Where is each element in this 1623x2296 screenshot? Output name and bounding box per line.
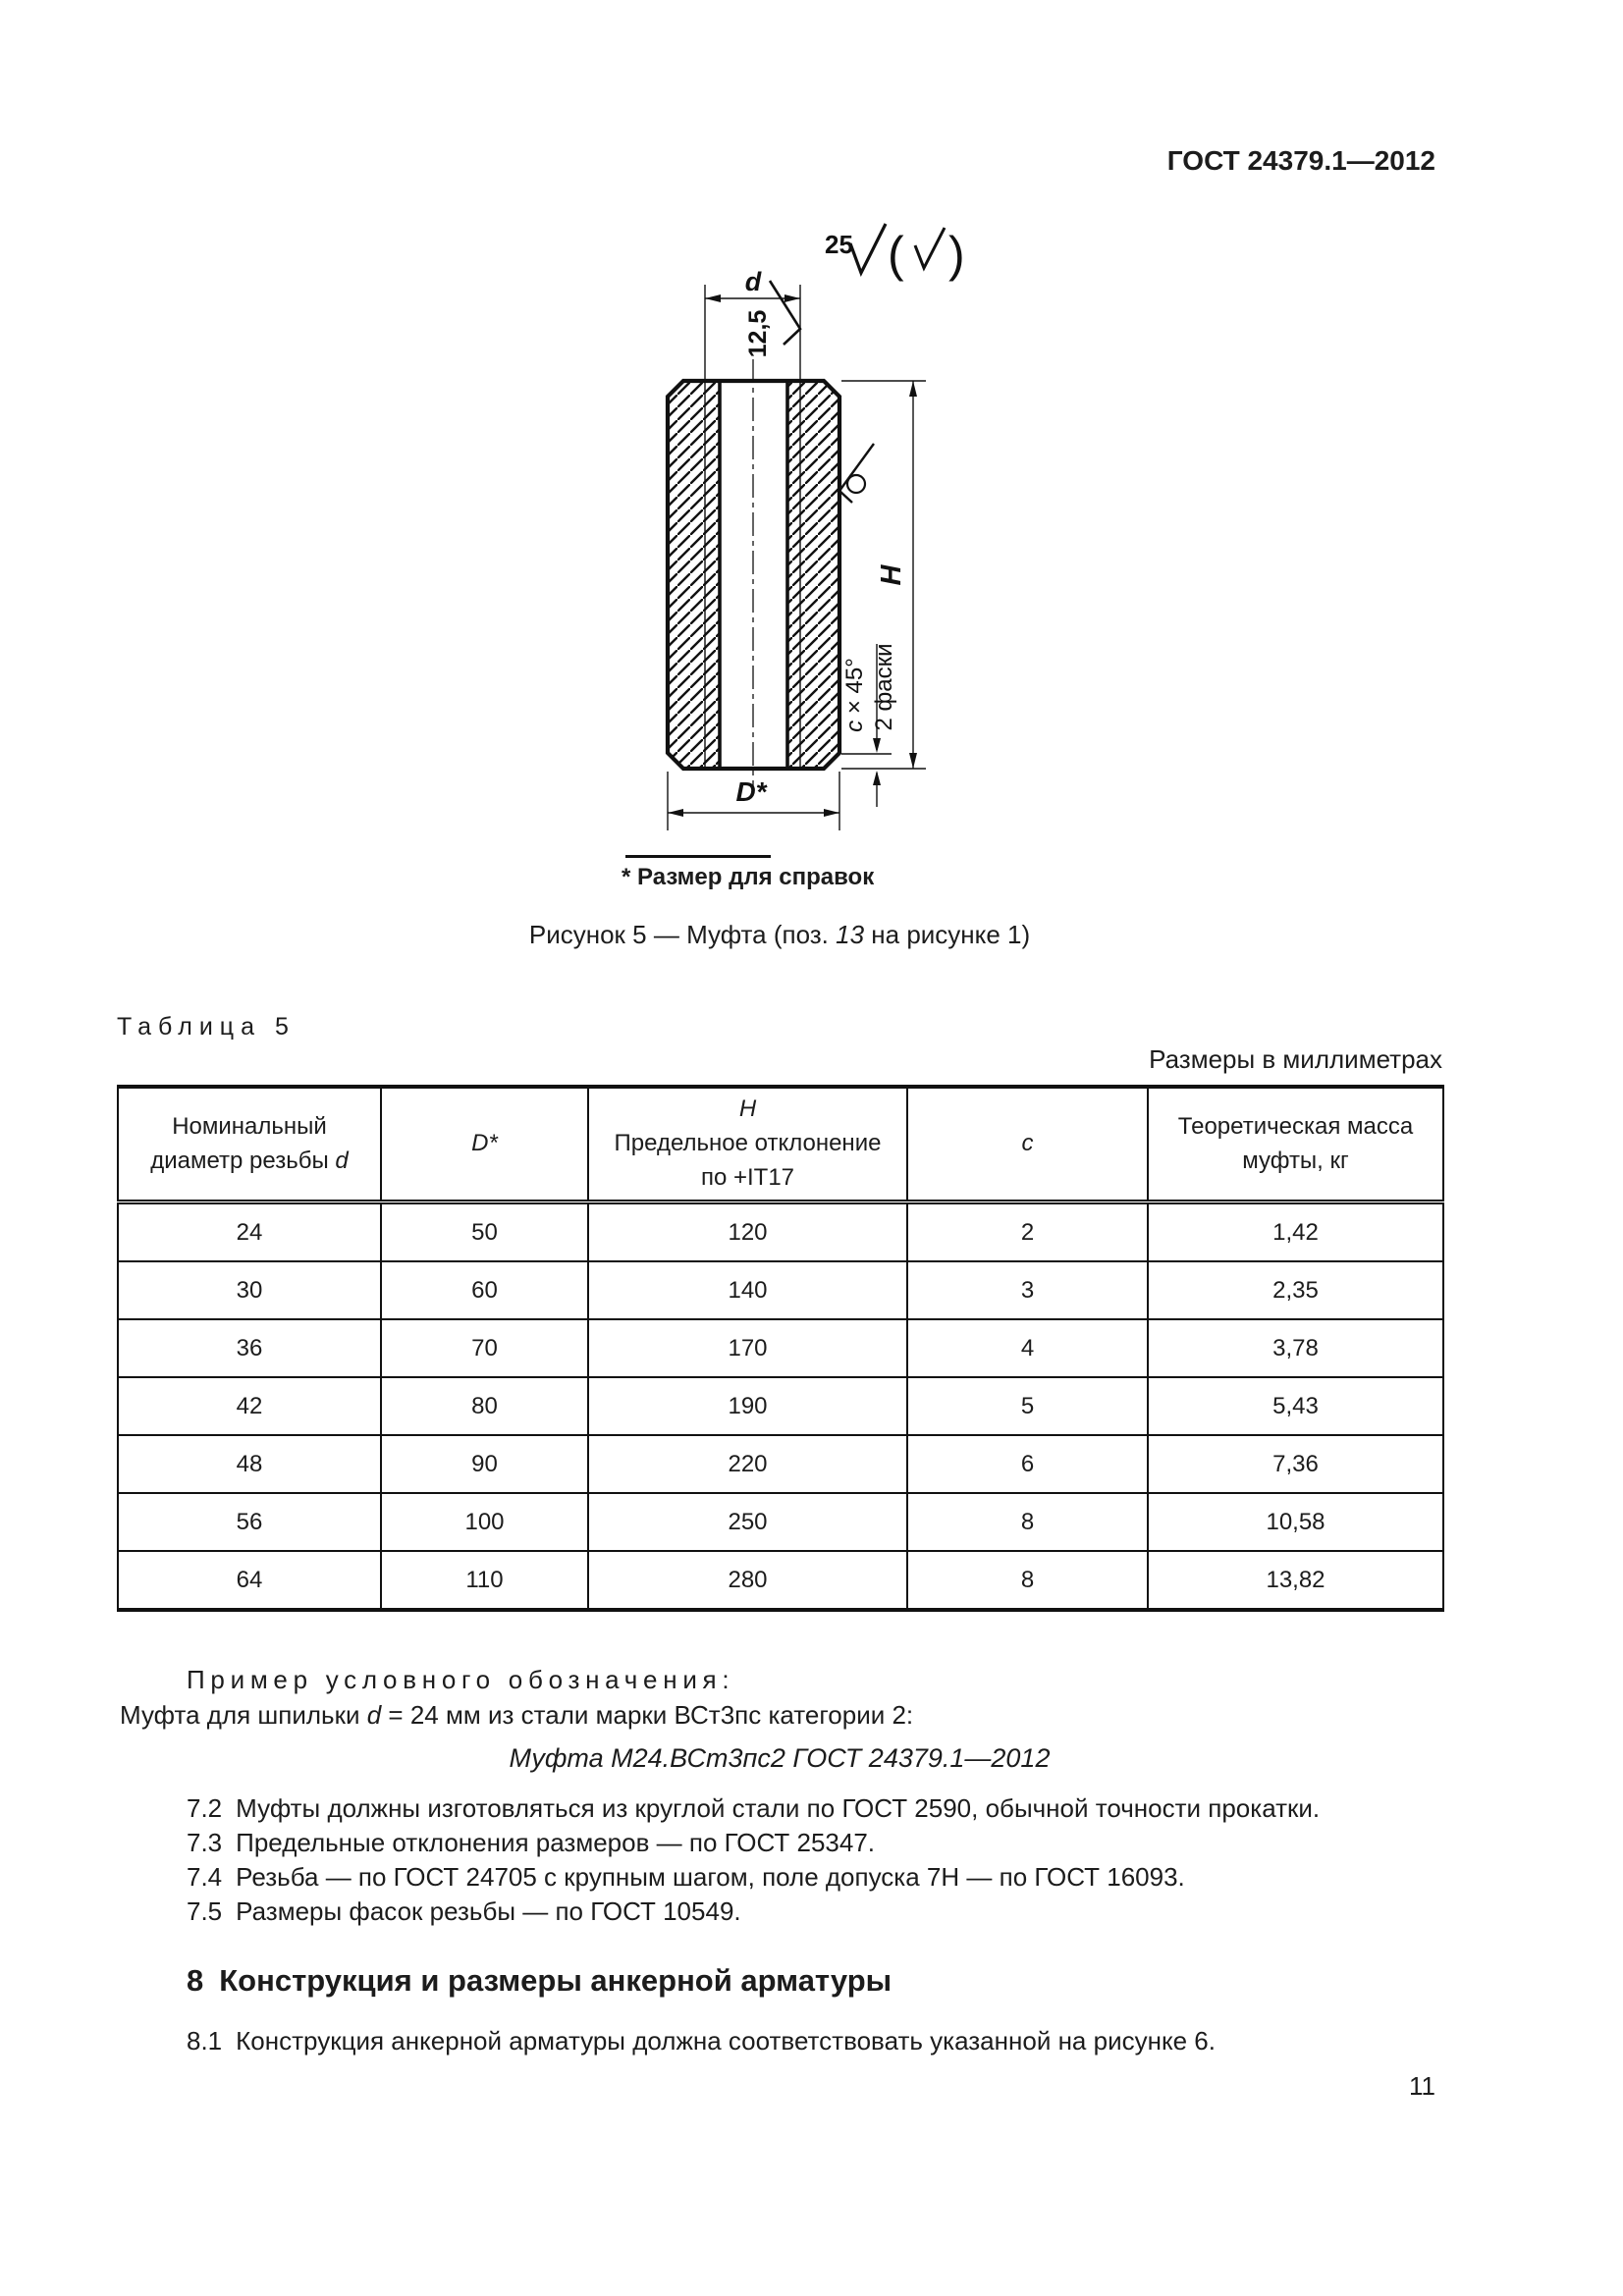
table-cell: 5,43 [1148,1377,1443,1435]
open-paren: ( [888,227,904,282]
table-row [118,1202,1443,1262]
left-wall-hatching [668,381,720,769]
table-cell: 60 [381,1261,588,1319]
coupling-drawing [550,216,982,844]
thread-roughness-value: 12,5 [744,309,772,358]
dimensions-table [117,1085,1444,1612]
col1-line2: диаметр резьбы [150,1147,336,1174]
table-cell: 110 [381,1551,588,1610]
table-cell: 10,58 [1148,1493,1443,1551]
table-cell: 190 [588,1377,907,1435]
clause-text: Предельные отклонения размеров — по ГОСТ 25347. [236,1828,876,1857]
section-number: 8 [187,1963,204,1998]
dimension-D [668,772,839,830]
dim-H-label: H [876,564,907,586]
table-cell: 220 [588,1435,907,1493]
col-header-nominal-diameter [118,1087,381,1202]
table-cell: 50 [381,1202,588,1262]
clause-7-3 [187,1830,875,1855]
col-header-mass [1148,1087,1443,1202]
table-cell: 140 [588,1261,907,1319]
col-header-chamfer [907,1087,1148,1202]
clause-text: Конструкция анкерной арматуры должна соответствовать указанной на рисунке 6. [236,2026,1216,2056]
chamfer-dim-label: c × 45° [841,658,868,732]
table-cell: 13,82 [1148,1551,1443,1610]
clause-number: 7.4 [187,1862,223,1892]
clause-number: 7.5 [187,1896,223,1926]
col1-line1: Номинальный [172,1112,327,1140]
col2-var-D: D* [471,1130,498,1157]
table-cell: 80 [381,1377,588,1435]
page-number: 11 [1409,2071,1435,2101]
table-cell: 8 [907,1493,1148,1551]
table-cell: 3,78 [1148,1319,1443,1377]
table-row [118,1551,1443,1610]
table-cell: 170 [588,1319,907,1377]
table-cell: 280 [588,1551,907,1610]
table-header-row [118,1087,1443,1202]
clause-text: Размеры фасок резьбы — по ГОСТ 10549. [236,1896,741,1926]
example-spec-var: d [366,1700,382,1730]
chamfer-callout [841,643,897,807]
dim-D-label: D* [735,776,767,807]
table-cell: 100 [381,1493,588,1551]
clause-text: Муфты должны изготовляться из круглой стали по ГОСТ 2590, обычной точности прокатки. [236,1793,1321,1823]
table-cell: 56 [118,1493,381,1551]
clause-8-1 [187,2028,1216,2054]
table-cell: 7,36 [1148,1435,1443,1493]
table-cell: 1,42 [1148,1202,1443,1262]
clause-7-2 [187,1795,1320,1821]
col-header-height [588,1087,907,1202]
table-row [118,1435,1443,1493]
col3-line2: Предельное отклонение [614,1130,882,1157]
right-wall-hatching [787,381,839,769]
figure-caption-position: 13 [836,920,865,949]
table-cell: 42 [118,1377,381,1435]
clause-7-5 [187,1898,741,1924]
example-spec-post: = 24 мм из стали марки ВСт3пс категории 2: [381,1700,914,1730]
table-cell: 64 [118,1551,381,1610]
figure-caption-text: Рисунок 5 — Муфта (поз. [528,920,837,949]
clause-text: Резьба — по ГОСТ 24705 с крупным шагом, поле допуска 7H — по ГОСТ 16093. [236,1862,1185,1892]
roughness-default-symbol [825,224,965,282]
document-designation-header: ГОСТ 24379.1—2012 [1166,145,1435,176]
table-cell: 24 [118,1202,381,1262]
table-row [118,1261,1443,1319]
figure-caption-tail: на рисунке 1) [864,920,1031,949]
section-8-heading [187,1965,892,1996]
clause-7-4 [187,1864,1185,1890]
table-cell: 2 [907,1202,1148,1262]
col-header-outer-diameter [381,1087,588,1202]
table-cell: 48 [118,1435,381,1493]
col1-var-d: d [335,1147,349,1174]
table-cell: 250 [588,1493,907,1551]
col5-line2: муфты, кг [1242,1147,1349,1174]
table-cell: 6 [907,1435,1148,1493]
table-cell: 5 [907,1377,1148,1435]
table-cell: 70 [381,1319,588,1377]
col4-var-c: c [1021,1130,1034,1157]
table-label: Таблица 5 [117,1013,296,1041]
table-body [118,1202,1443,1611]
clause-number: 7.3 [187,1828,223,1857]
figure-caption [117,922,1442,947]
table-row [118,1319,1443,1377]
table-cell: 90 [381,1435,588,1493]
clause-number: 7.2 [187,1793,223,1823]
col3-line3: по +IT17 [700,1163,795,1191]
clause-number: 8.1 [187,2026,223,2056]
dim-d-label: d [744,267,762,296]
example-designation: Муфта М24.ВСт3пс2 ГОСТ 24379.1—2012 [509,1743,1051,1773]
table-cell: 36 [118,1319,381,1377]
surface-roughness-icon [839,444,874,503]
table-cell: 4 [907,1319,1148,1377]
table-row [118,1493,1443,1551]
chamfer-count-label: 2 фаски [871,643,897,731]
table-units-note: Размеры в миллиметрах [1149,1044,1442,1074]
table-cell: 30 [118,1261,381,1319]
table-cell: 2,35 [1148,1261,1443,1319]
close-paren: ) [948,227,965,282]
table-cell: 3 [907,1261,1148,1319]
example-spec-line [120,1702,913,1728]
example-title: Пример условного обозначения: [187,1665,735,1694]
footnote-rule [625,855,771,858]
table-row [118,1377,1443,1435]
col5-line1: Теоретическая масса [1177,1112,1414,1140]
example-spec-pre: Муфта для шпильки [120,1700,367,1730]
section-title: Конструкция и размеры анкерной арматуры [219,1963,893,1998]
roughness-default-value: 25 [825,230,853,259]
figure-footnote: * Размер для справок [622,864,875,890]
table-cell: 8 [907,1551,1148,1610]
col3-var-H: H [738,1095,757,1123]
table-cell: 120 [588,1202,907,1262]
